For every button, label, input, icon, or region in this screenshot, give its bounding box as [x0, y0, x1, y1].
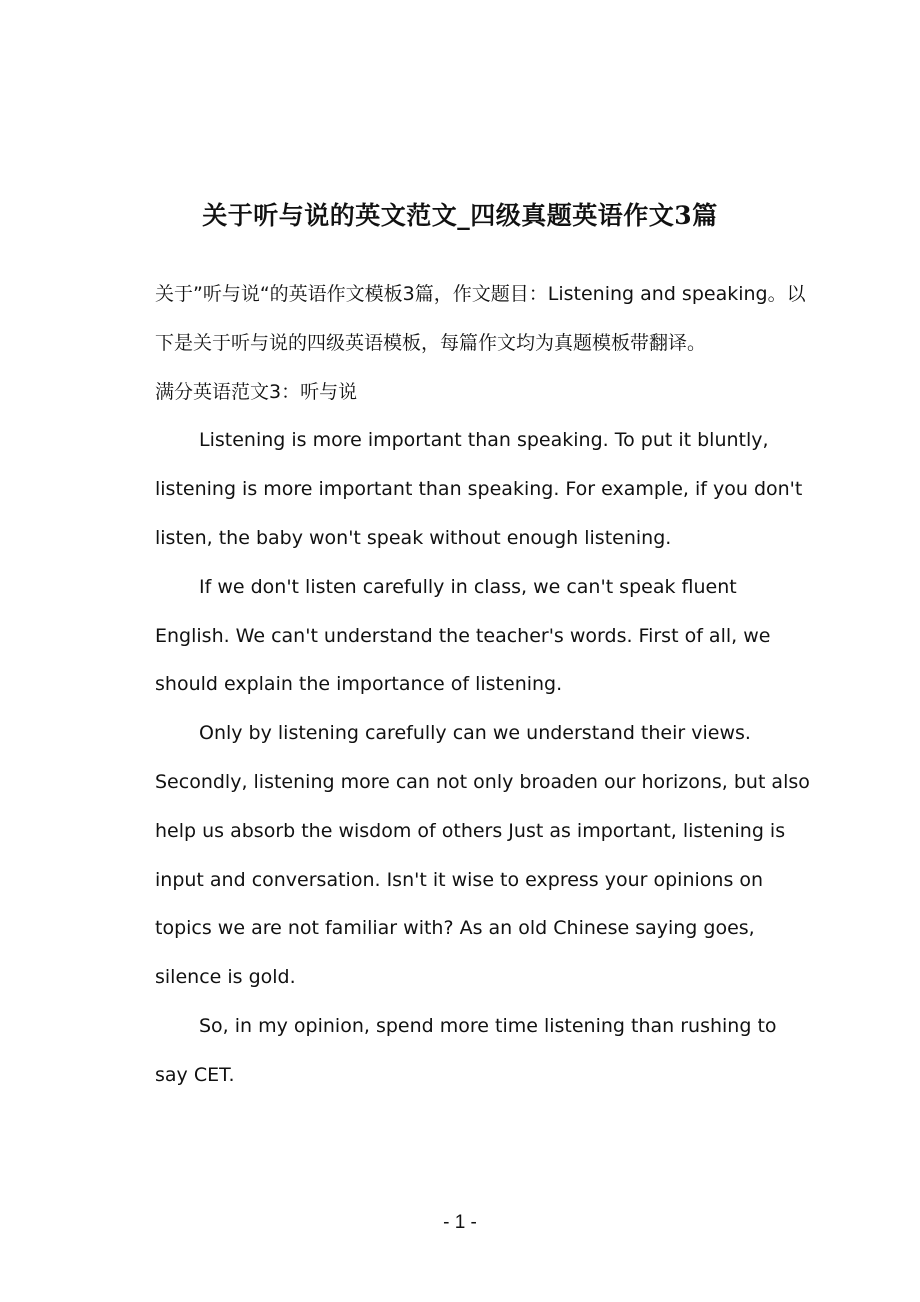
essay-paragraph-4: So, in my opinion, spend more time listening than rushing to say CET.: [155, 1014, 777, 1086]
section-heading: 满分英语范文3：听与说: [155, 380, 358, 403]
document-body: [155, 270, 815, 1100]
page-number: - 1 -: [443, 1212, 477, 1233]
essay-paragraph-2: If we don't listen carefully in class, we can't speak fluent English. We can't understand the teacher's words. First of all, we should explain the importance of listening.: [155, 575, 771, 696]
document-title: 关于听与说的英文范文_四级真题英语作文3篇: [202, 201, 718, 230]
essay-paragraph-1: Listening is more important than speaking. To put it bluntly, listening is more important than speaking. For example, if you don't listen, the baby won't speak without enough listening.: [155, 429, 803, 549]
intro-paragraph: 关于”听与说“的英语作文模板3篇，作文题目：Listening and speaking。以下是关于听与说的四级英语模板，每篇作文均为真题模板带翻译。: [155, 283, 806, 354]
essay-paragraph-3: Only by listening carefully can we understand their views. Secondly, listening more can not only broaden our horizons, but also help us absorb the wisdom of others Just as important, listening is input and conversation. Isn't it wise to express your opinions on topics we are not familiar with? As an old Chinese saying goes, silence is gold.: [155, 722, 810, 989]
